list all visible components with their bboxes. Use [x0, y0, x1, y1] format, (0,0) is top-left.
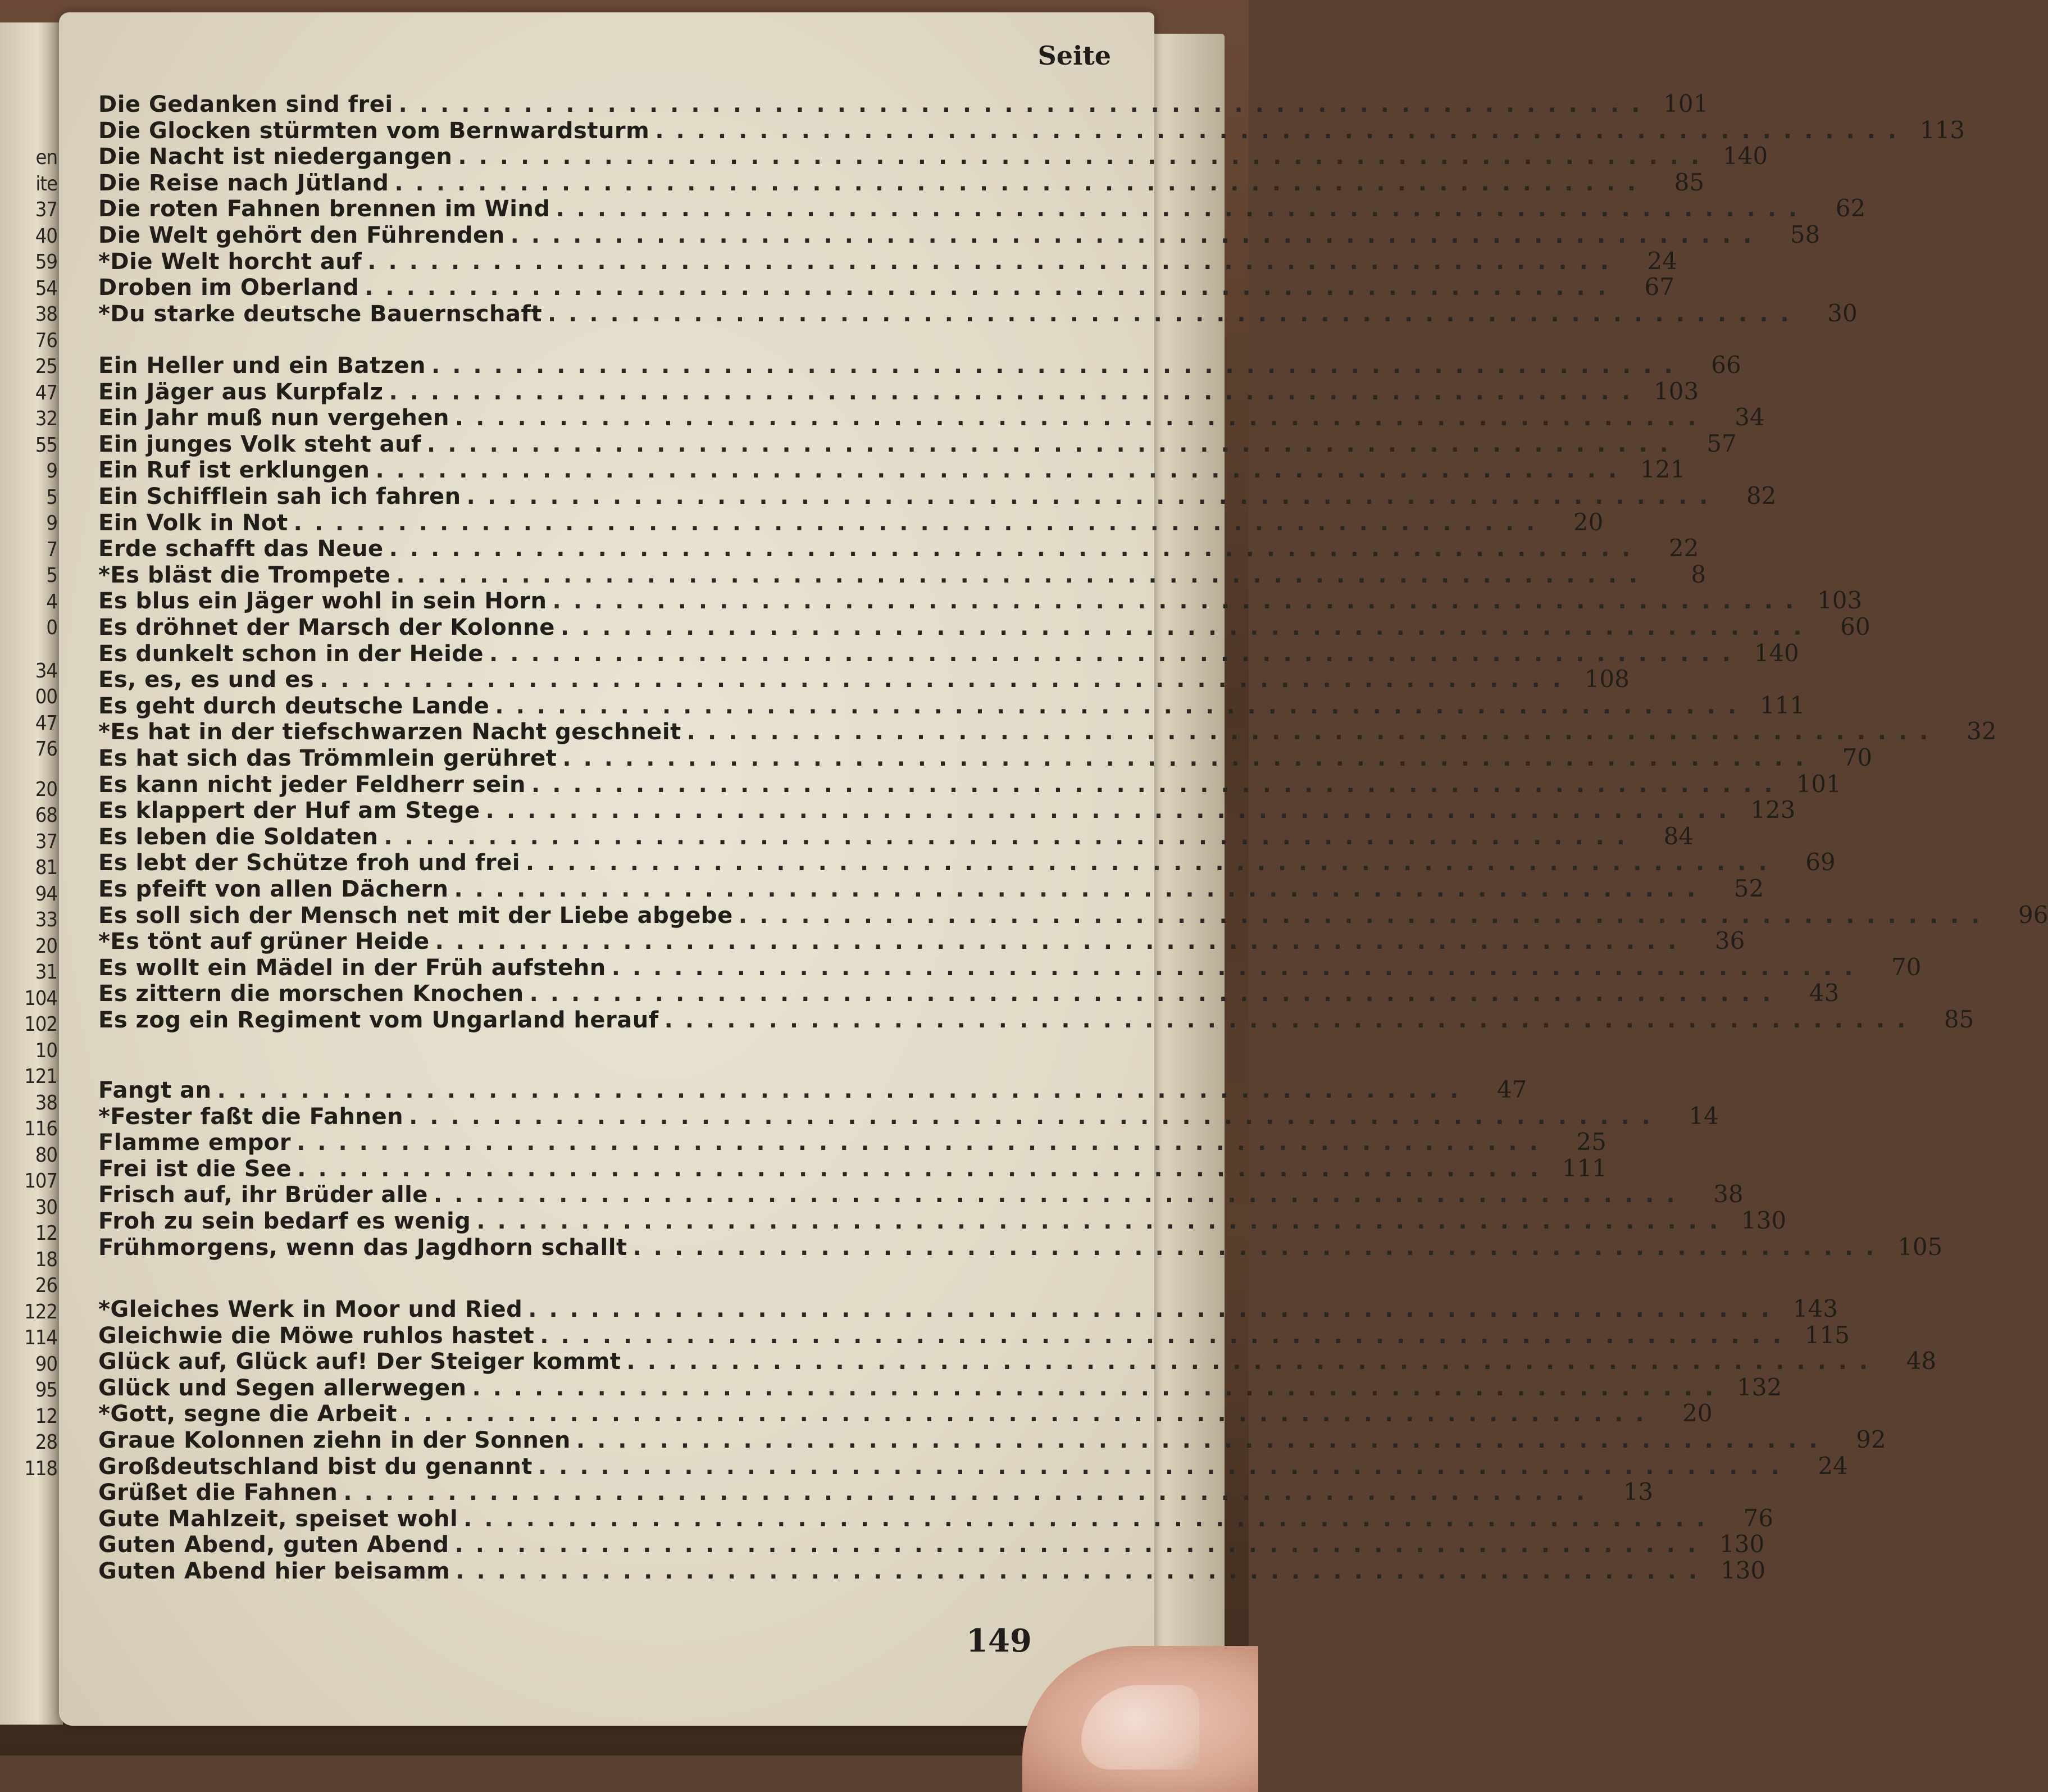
left-page-number: 26	[35, 1274, 57, 1297]
entry-page-number: 57	[1706, 429, 1737, 457]
leader-dots: ............................................................	[489, 640, 1743, 667]
entry-page-number: 20	[1682, 1399, 1713, 1427]
left-page-number: 107	[24, 1170, 57, 1193]
leader-dots: ............................................................	[466, 484, 1721, 510]
index-entry	[98, 639, 1799, 667]
leader-dots: ............................................................	[456, 1558, 1710, 1584]
entry-page-number: 58	[1790, 221, 1821, 248]
leader-dots: ............................................................	[626, 1349, 1881, 1375]
index-entry	[98, 1232, 1943, 1261]
entry-page-number: 140	[1722, 142, 1768, 170]
index-entry	[98, 770, 1841, 798]
entry-title: Ein Schifflein sah ich fahren	[98, 484, 461, 510]
leader-dots: ............................................................	[485, 798, 1740, 824]
index-entry	[98, 403, 1765, 431]
index-entry	[98, 482, 1777, 510]
entry-page-number: 143	[1792, 1295, 1838, 1322]
entry-page-number: 34	[1735, 403, 1765, 431]
left-page-number: 55	[35, 433, 57, 457]
entry-title: Flamme empor	[98, 1130, 292, 1156]
leader-dots: ............................................................	[384, 824, 1638, 850]
entry-title: Frisch auf, ihr Brüder alle	[98, 1182, 428, 1208]
left-page-number: 4	[46, 590, 57, 613]
entry-title: *Die Welt horcht auf	[98, 248, 362, 275]
leader-dots: ............................................................	[562, 745, 1817, 771]
left-page-number: 40	[35, 224, 57, 248]
leader-dots: ............................................................	[343, 1480, 1598, 1506]
entry-title: Frei ist die See	[98, 1156, 292, 1182]
entry-title: Es dunkelt schon in der Heide	[98, 640, 484, 667]
leader-dots: ............................................................	[476, 1208, 1731, 1234]
left-page-number: 31	[35, 961, 57, 984]
left-page-number: 0	[46, 616, 57, 639]
left-facing-page	[0, 22, 63, 1725]
index-entry	[98, 717, 1997, 745]
page-number: 149	[966, 1622, 1032, 1659]
left-page-number: 59	[35, 251, 57, 274]
left-page-number: 118	[24, 1457, 57, 1480]
entry-title: *Gott, segne die Arbeit	[98, 1401, 397, 1427]
index-entry	[98, 1006, 1974, 1033]
index-entry	[98, 1530, 1765, 1558]
leader-dots: ............................................................	[664, 1007, 1918, 1033]
entry-title: Es zittern die morschen Knochen	[98, 981, 524, 1007]
left-page-number: 38	[35, 1091, 57, 1115]
left-page-number: 12	[35, 1222, 57, 1245]
entry-page-number: 25	[1576, 1128, 1606, 1156]
entry-page-number: 123	[1750, 796, 1796, 824]
leader-dots: ............................................................	[454, 1532, 1709, 1558]
left-page-number: 114	[24, 1326, 57, 1349]
entry-page-number: 92	[1856, 1426, 1886, 1453]
entry-page-number: 36	[1714, 927, 1745, 955]
leader-dots: ............................................................	[320, 667, 1573, 693]
entry-page-number: 130	[1719, 1530, 1765, 1558]
entry-page-number: 24	[1818, 1452, 1848, 1480]
leader-dots: ............................................................	[458, 144, 1712, 170]
entry-page-number: 101	[1663, 90, 1709, 117]
entry-page-number: 30	[1827, 299, 1858, 327]
entry-page-number: 8	[1691, 560, 1706, 588]
entry-page-number: 76	[1743, 1504, 1773, 1532]
index-entry	[98, 1102, 1719, 1130]
leader-dots: ............................................................	[472, 1375, 1726, 1401]
entry-title: Es zog ein Regiment vom Ungarland herauf	[98, 1007, 659, 1033]
entry-title: Glück auf, Glück auf! Der Steiger kommt	[98, 1349, 621, 1375]
index-entry	[98, 90, 1709, 117]
entry-page-number: 103	[1654, 377, 1699, 405]
leader-dots: ............................................................	[297, 1130, 1550, 1156]
entry-title: Die Nacht ist niedergangen	[98, 144, 453, 170]
entry-title: Es hat sich das Trömmlein gerühret	[98, 745, 557, 771]
left-page-number: 18	[35, 1248, 57, 1271]
entry-page-number: 60	[1840, 613, 1870, 640]
index-entry	[98, 351, 1741, 379]
index-entry	[98, 299, 1858, 327]
leader-dots: ............................................................	[495, 693, 1749, 719]
leader-dots: ............................................................	[463, 1506, 1717, 1532]
index-entry	[98, 377, 1699, 405]
index-entry	[98, 116, 1965, 144]
entry-title: Es lebt der Schütze froh und frei	[98, 850, 520, 876]
entry-title: Die Welt gehört den Führenden	[98, 222, 505, 248]
entry-title: Es blus ein Jäger wohl in sein Horn	[98, 588, 547, 615]
left-page-number: 47	[35, 711, 57, 735]
left-page-number: 81	[35, 856, 57, 879]
entry-title: Es wollt ein Mädel in der Früh aufstehn	[98, 954, 606, 981]
index-entry	[98, 665, 1630, 693]
leader-dots: ............................................................	[396, 562, 1650, 588]
leader-dots: ............................................................	[529, 981, 1783, 1007]
entry-page-number: 108	[1584, 665, 1630, 693]
index-entry	[98, 1321, 1850, 1349]
leader-dots: ............................................................	[738, 902, 1992, 929]
leader-dots: ............................................................	[435, 929, 1689, 955]
left-page-number: 9	[46, 460, 57, 483]
index-entry	[98, 168, 1705, 196]
index-entry	[98, 927, 1745, 955]
entry-title: *Es bläst die Trompete	[98, 562, 391, 588]
entry-page-number: 52	[1733, 875, 1764, 902]
entry-title: *Gleiches Werk in Moor und Ried	[98, 1297, 523, 1322]
entry-title: Ein junges Volk steht auf	[98, 431, 422, 457]
index-entry	[98, 194, 1866, 222]
index-entry	[98, 1557, 1766, 1584]
entry-title: *Es tönt auf grüner Heide	[98, 929, 430, 955]
index-entry	[98, 848, 1836, 876]
index-entry	[98, 1504, 1773, 1532]
leader-dots: ............................................................	[560, 615, 1814, 640]
entry-page-number: 111	[1759, 691, 1805, 719]
entry-page-number: 130	[1741, 1207, 1787, 1234]
entry-title: *Es hat in der tiefschwarzen Nacht geschneit	[98, 719, 681, 745]
left-page-number: 7	[46, 538, 57, 561]
leader-dots: ............................................................	[547, 301, 1801, 327]
index-entry	[98, 1154, 1608, 1182]
left-page-number: 76	[35, 329, 57, 352]
entry-page-number: 14	[1689, 1102, 1719, 1130]
entry-page-number: 132	[1737, 1373, 1782, 1401]
left-page-number: 76	[35, 738, 57, 761]
left-page-number: 5	[46, 564, 57, 587]
entry-title: Es pfeift von allen Dächern	[98, 876, 449, 902]
index-entry	[98, 1426, 1886, 1453]
entry-title: Es geht durch deutsche Lande	[98, 693, 490, 719]
entry-title: Graue Kolonnen ziehn in der Sonnen	[98, 1427, 571, 1453]
leader-dots: ............................................................	[409, 1103, 1663, 1130]
index-entry	[98, 900, 2048, 929]
index-entry	[98, 796, 1796, 824]
entry-page-number: 66	[1711, 351, 1741, 379]
entry-title: Fangt an	[98, 1077, 212, 1103]
leader-dots: ............................................................	[365, 275, 1618, 301]
index-entry	[98, 247, 1677, 275]
left-page-number: 30	[35, 1195, 57, 1219]
left-page-number: 20	[35, 777, 57, 801]
leader-dots: ............................................................	[552, 588, 1806, 615]
index-entry	[98, 875, 1764, 902]
left-page-number: 37	[35, 830, 57, 853]
entry-title: Großdeutschland bist du genannt	[98, 1453, 533, 1480]
leader-dots: ............................................................	[427, 431, 1681, 457]
entry-page-number: 82	[1746, 482, 1777, 510]
left-page-number: 104	[24, 986, 57, 1010]
entry-page-number: 70	[1842, 744, 1873, 771]
left-page-number: 00	[35, 685, 57, 708]
entry-title: Guten Abend hier beisamm	[98, 1558, 450, 1584]
index-entry	[98, 508, 1604, 536]
entry-page-number: 113	[1919, 116, 1965, 144]
entry-title: *Fester faßt die Fahnen	[98, 1103, 404, 1130]
entry-title: Ein Jäger aus Kurpfalz	[98, 379, 384, 405]
leader-dots: ............................................................	[367, 248, 1621, 275]
leader-dots: ............................................................	[431, 353, 1685, 379]
entry-title: Droben im Oberland	[98, 275, 359, 301]
entry-page-number: 62	[1835, 194, 1866, 222]
leader-dots: ............................................................	[525, 850, 1780, 876]
left-page-number: 122	[24, 1300, 57, 1323]
left-page-number: 121	[24, 1065, 57, 1088]
entry-page-number: 85	[1944, 1006, 1974, 1033]
leader-dots: ............................................................	[293, 510, 1548, 536]
entry-page-number: 84	[1663, 822, 1694, 850]
index-entry	[98, 1076, 1527, 1103]
entry-title: Die roten Fahnen brennen im Wind	[98, 196, 550, 222]
entry-title: Gleichwie die Möwe ruhlos hastet	[98, 1322, 535, 1349]
entry-page-number: 121	[1640, 456, 1686, 484]
index-entry	[98, 1347, 1937, 1375]
entry-title: Guten Abend, guten Abend	[98, 1532, 449, 1558]
leader-dots: ............................................................	[510, 222, 1764, 248]
left-page-number: 54	[35, 276, 57, 300]
left-page-number: 116	[24, 1117, 57, 1140]
leader-dots: ............................................................	[297, 1156, 1551, 1182]
entry-title: Gute Mahlzeit, speiset wohl	[98, 1506, 458, 1532]
leader-dots: ............................................................	[454, 405, 1709, 431]
entry-page-number: 101	[1796, 770, 1841, 798]
leader-dots: ............................................................	[655, 117, 1909, 144]
leader-dots: ............................................................	[389, 536, 1643, 562]
index-entry	[98, 613, 1870, 640]
leader-dots: ............................................................	[576, 1427, 1830, 1453]
index-entry	[98, 534, 1699, 562]
entry-page-number: 105	[1897, 1232, 1943, 1261]
left-page-number: 33	[35, 908, 57, 931]
leader-dots: ............................................................	[394, 170, 1649, 196]
entry-title: Ein Jahr muß nun vergehen	[98, 405, 449, 431]
entry-page-number: 24	[1647, 247, 1677, 275]
index-entry	[98, 560, 1706, 588]
entry-title: *Du starke deutsche Bauernschaft	[98, 301, 542, 327]
left-page-number: 38	[35, 303, 57, 326]
index-entry	[98, 273, 1674, 301]
leader-dots: ............................................................	[531, 771, 1785, 798]
entry-page-number: 103	[1817, 586, 1863, 615]
leader-dots: ............................................................	[686, 719, 1941, 745]
entry-page-number: 48	[1906, 1347, 1937, 1375]
left-page-number: 5	[46, 485, 57, 509]
index-entry	[98, 221, 1821, 248]
index-entry	[98, 1452, 1848, 1480]
left-page-number: 102	[24, 1013, 57, 1036]
entry-title: Es klappert der Huf am Stege	[98, 798, 480, 824]
leader-dots: ............................................................	[611, 954, 1865, 981]
left-page-number: 10	[35, 1039, 57, 1062]
entry-title: Frühmorgens, wenn das Jagdhorn schallt	[98, 1234, 627, 1261]
entry-title: Die Glocken stürmten vom Bernwardsturm	[98, 117, 650, 144]
entry-title: Ein Ruf ist erklungen	[98, 457, 370, 484]
entry-title: Ein Volk in Not	[98, 510, 288, 536]
entry-page-number: 130	[1720, 1557, 1766, 1584]
leader-dots: ............................................................	[433, 1182, 1687, 1208]
left-page-number: ite	[35, 172, 57, 195]
index-entry	[98, 1295, 1838, 1322]
left-page-number: 34	[35, 659, 57, 683]
index-entry	[98, 691, 1805, 719]
leader-dots: ............................................................	[538, 1453, 1792, 1480]
index-entry	[98, 1128, 1606, 1156]
entry-page-number: 43	[1809, 979, 1840, 1007]
leader-dots: ............................................................	[454, 876, 1708, 902]
leader-dots: ............................................................	[398, 92, 1653, 117]
entry-page-number: 115	[1804, 1321, 1850, 1349]
entry-page-number: 32	[1967, 717, 1997, 745]
entry-title: Ein Heller und ein Batzen	[98, 353, 426, 379]
left-page-number: 80	[35, 1143, 57, 1167]
entry-title: Die Gedanken sind frei	[98, 92, 393, 117]
entry-title: Es dröhnet der Marsch der Kolonne	[98, 615, 555, 640]
leader-dots: ............................................................	[389, 379, 1643, 405]
left-page-number: 95	[35, 1379, 57, 1402]
entry-page-number: 38	[1713, 1180, 1744, 1208]
index-entry	[98, 142, 1768, 170]
index-entry	[98, 979, 1840, 1007]
entry-title: Erde schafft das Neue	[98, 536, 384, 562]
left-page-number: en	[35, 146, 57, 169]
index-entry	[98, 822, 1694, 850]
leader-dots: ............................................................	[217, 1077, 1471, 1103]
entry-page-number: 70	[1891, 953, 1922, 981]
leader-dots: ............................................................	[632, 1234, 1887, 1261]
left-page-number: 90	[35, 1352, 57, 1376]
left-page-number: 9	[46, 512, 57, 535]
left-page-number: 68	[35, 804, 57, 827]
index-entry	[98, 744, 1873, 771]
column-header-seite: Seite	[1037, 40, 1111, 71]
entry-title: Es, es, es und es	[98, 667, 315, 693]
index-entry	[98, 1180, 1744, 1208]
left-page-number: 47	[35, 381, 57, 404]
index-entry	[98, 1478, 1654, 1506]
leader-dots: ............................................................	[540, 1322, 1794, 1349]
left-page-number: 32	[35, 407, 57, 430]
entry-title: Es leben die Soldaten	[98, 824, 379, 850]
entry-page-number: 140	[1754, 639, 1799, 667]
entry-title: Es soll sich der Mensch net mit der Liebe abgebe	[98, 902, 733, 929]
left-page-number: 12	[35, 1404, 57, 1428]
entry-title: Es kann nicht jeder Feldherr sein	[98, 771, 526, 798]
entry-page-number: 47	[1496, 1076, 1527, 1103]
entry-page-number: 111	[1562, 1154, 1608, 1182]
entry-title: Grüßet die Fahnen	[98, 1480, 338, 1506]
leader-dots: ............................................................	[375, 457, 1630, 484]
entry-page-number: 69	[1805, 848, 1836, 876]
left-page-number: 94	[35, 882, 57, 906]
entry-title: Glück und Segen allerwegen	[98, 1375, 467, 1401]
leader-dots: ............................................................	[556, 196, 1810, 222]
index-entry	[98, 1399, 1713, 1427]
index-entry	[98, 953, 1922, 981]
left-page-number: 25	[35, 355, 57, 378]
index-entry	[98, 1207, 1787, 1234]
entry-page-number: 13	[1623, 1478, 1654, 1506]
leader-dots: ............................................................	[402, 1401, 1656, 1427]
entry-title: Die Reise nach Jütland	[98, 170, 389, 196]
leader-dots: ............................................................	[528, 1297, 1782, 1322]
left-page-number: 28	[35, 1431, 57, 1454]
index-entry	[98, 586, 1863, 615]
left-page-number: 20	[35, 934, 57, 958]
entry-page-number: 85	[1674, 168, 1705, 196]
index-entry	[98, 1373, 1782, 1401]
index-entry	[98, 456, 1686, 484]
index-entry	[98, 429, 1737, 457]
entry-page-number: 20	[1573, 508, 1604, 536]
entry-title: Froh zu sein bedarf es wenig	[98, 1208, 471, 1234]
entry-page-number: 22	[1668, 534, 1699, 562]
entry-page-number: 96	[2018, 900, 2048, 929]
entry-page-number: 67	[1644, 273, 1674, 301]
left-page-number: 37	[35, 198, 57, 221]
